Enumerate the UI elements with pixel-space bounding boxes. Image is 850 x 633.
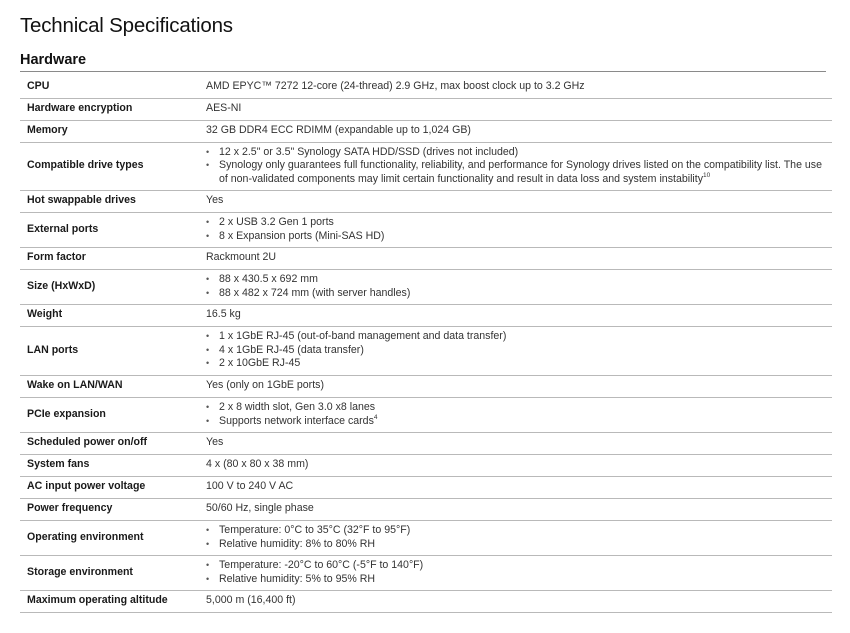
spec-value: Yes: [206, 432, 832, 454]
spec-row: [20, 98, 832, 120]
spec-bullet-item: [206, 159, 832, 186]
spec-row: [20, 269, 832, 304]
spec-value: Yes (only on 1GbE ports): [206, 375, 832, 397]
spec-bullet-item: [206, 357, 832, 371]
spec-row: [20, 590, 832, 612]
spec-value-list: [206, 142, 832, 190]
spec-row: [20, 476, 832, 498]
spec-bullet-text: Relative humidity: 5% to 95% RH: [219, 572, 376, 585]
spec-bullet-text: Temperature: 0°C to 35°C (32°F to 95°F): [219, 523, 411, 536]
spec-row: [20, 555, 832, 590]
spec-row: [20, 326, 832, 375]
spec-label: Weight: [20, 304, 206, 326]
spec-row: [20, 520, 832, 555]
spec-bullet-list: [206, 330, 832, 371]
footnote-marker: 4: [373, 413, 378, 421]
spec-bullet-list: [206, 216, 832, 243]
spec-value: 4 x (80 x 80 x 38 mm): [206, 454, 832, 476]
footnote-marker: 10: [703, 171, 711, 179]
spec-row: [20, 76, 832, 98]
spec-bullet-text: 88 x 482 x 724 mm (with server handles): [219, 286, 411, 299]
section-divider: [20, 71, 826, 72]
spec-bullet-text: Synology only guarantees full functionality, reliability, and performance for Synology drives listed on the compatibility list. The use of non-validated components may limit certain functionality and result in data loss and system instability: [219, 159, 822, 185]
spec-value: 32 GB DDR4 ECC RDIMM (expandable up to 1,024 GB): [206, 120, 832, 142]
spec-label: Size (HxWxD): [20, 269, 206, 304]
page-title: Technical Specifications: [20, 14, 233, 37]
spec-label: Compatible drive types: [20, 142, 206, 190]
spec-bullet-list: [206, 146, 832, 187]
spec-value: Rackmount 2U: [206, 247, 832, 269]
spec-value: AMD EPYC™ 7272 12-core (24-thread) 2.9 GHz, max boost clock up to 3.2 GHz: [206, 76, 832, 98]
spec-label: CPU: [20, 76, 206, 98]
spec-bullet-text: 2 x 8 width slot, Gen 3.0 x8 lanes: [219, 400, 376, 413]
spec-bullet-list: [206, 401, 832, 428]
spec-label: Memory: [20, 120, 206, 142]
spec-bullet-item: [206, 216, 832, 230]
spec-bullet-list: [206, 524, 832, 551]
spec-bullet-text: 88 x 430.5 x 692 mm: [219, 272, 318, 285]
spec-label: Operating environment: [20, 520, 206, 555]
spec-bullet-item: [206, 273, 832, 287]
spec-bullet-item: [206, 230, 832, 244]
spec-row: [20, 397, 832, 432]
spec-bullet-item: [206, 146, 832, 160]
spec-label: External ports: [20, 212, 206, 247]
spec-label: Form factor: [20, 247, 206, 269]
spec-bullet-item: [206, 538, 832, 552]
spec-label: Maximum operating altitude: [20, 590, 206, 612]
spec-value-list: [206, 520, 832, 555]
spec-row: [20, 432, 832, 454]
spec-label: System fans: [20, 454, 206, 476]
spec-row: [20, 454, 832, 476]
spec-label: Hardware encryption: [20, 98, 206, 120]
spec-bullet-text: Relative humidity: 8% to 80% RH: [219, 537, 376, 550]
spec-bullet-text: 1 x 1GbE RJ-45 (out-of-band management and data transfer): [219, 330, 507, 343]
spec-bullet-list: [206, 273, 832, 300]
spec-value-list: [206, 212, 832, 247]
spec-bullet-item: [206, 344, 832, 358]
hardware-spec-table: [20, 76, 832, 613]
spec-bullet-item: [206, 573, 832, 587]
spec-table-body: [20, 76, 832, 612]
spec-row: [20, 142, 832, 190]
spec-bullet-text: 2 x USB 3.2 Gen 1 ports: [219, 215, 334, 228]
spec-row: [20, 212, 832, 247]
spec-label: Storage environment: [20, 555, 206, 590]
section-heading-hardware: Hardware: [20, 52, 87, 68]
spec-row: [20, 247, 832, 269]
spec-value: 16.5 kg: [206, 304, 832, 326]
spec-value-list: [206, 397, 832, 432]
spec-value: AES-NI: [206, 98, 832, 120]
spec-row: [20, 190, 832, 212]
spec-row: [20, 375, 832, 397]
spec-value: 50/60 Hz, single phase: [206, 498, 832, 520]
spec-bullet-text: 8 x Expansion ports (Mini-SAS HD): [219, 229, 385, 242]
spec-bullet-item: [206, 524, 832, 538]
spec-bullet-text: 12 x 2.5" or 3.5" Synology SATA HDD/SSD (drives not included): [219, 145, 519, 158]
spec-label: Scheduled power on/off: [20, 432, 206, 454]
spec-label: Wake on LAN/WAN: [20, 375, 206, 397]
spec-bullet-text: 2 x 10GbE RJ-45: [219, 357, 301, 370]
spec-bullet-text: 4 x 1GbE RJ-45 (data transfer): [219, 343, 364, 356]
spec-bullet-text: Temperature: -20°C to 60°C (-5°F to 140°F): [219, 558, 424, 571]
spec-row: [20, 498, 832, 520]
spec-label: PCIe expansion: [20, 397, 206, 432]
spec-label: Hot swappable drives: [20, 190, 206, 212]
spec-value-list: [206, 555, 832, 590]
spec-value: Yes: [206, 190, 832, 212]
spec-bullet-item: [206, 287, 832, 301]
spec-value-list: [206, 326, 832, 375]
spec-bullet-item: [206, 415, 832, 429]
spec-bullet-item: [206, 559, 832, 573]
spec-bullet-list: [206, 559, 832, 586]
spec-value-list: [206, 269, 832, 304]
spec-label: AC input power voltage: [20, 476, 206, 498]
spec-row: [20, 120, 832, 142]
spec-value: 5,000 m (16,400 ft): [206, 590, 832, 612]
spec-bullet-item: [206, 401, 832, 415]
spec-label: LAN ports: [20, 326, 206, 375]
spec-row: [20, 304, 832, 326]
spec-bullet-text: Supports network interface cards: [219, 414, 374, 427]
spec-label: Power frequency: [20, 498, 206, 520]
spec-bullet-item: [206, 330, 832, 344]
spec-value: 100 V to 240 V AC: [206, 476, 832, 498]
